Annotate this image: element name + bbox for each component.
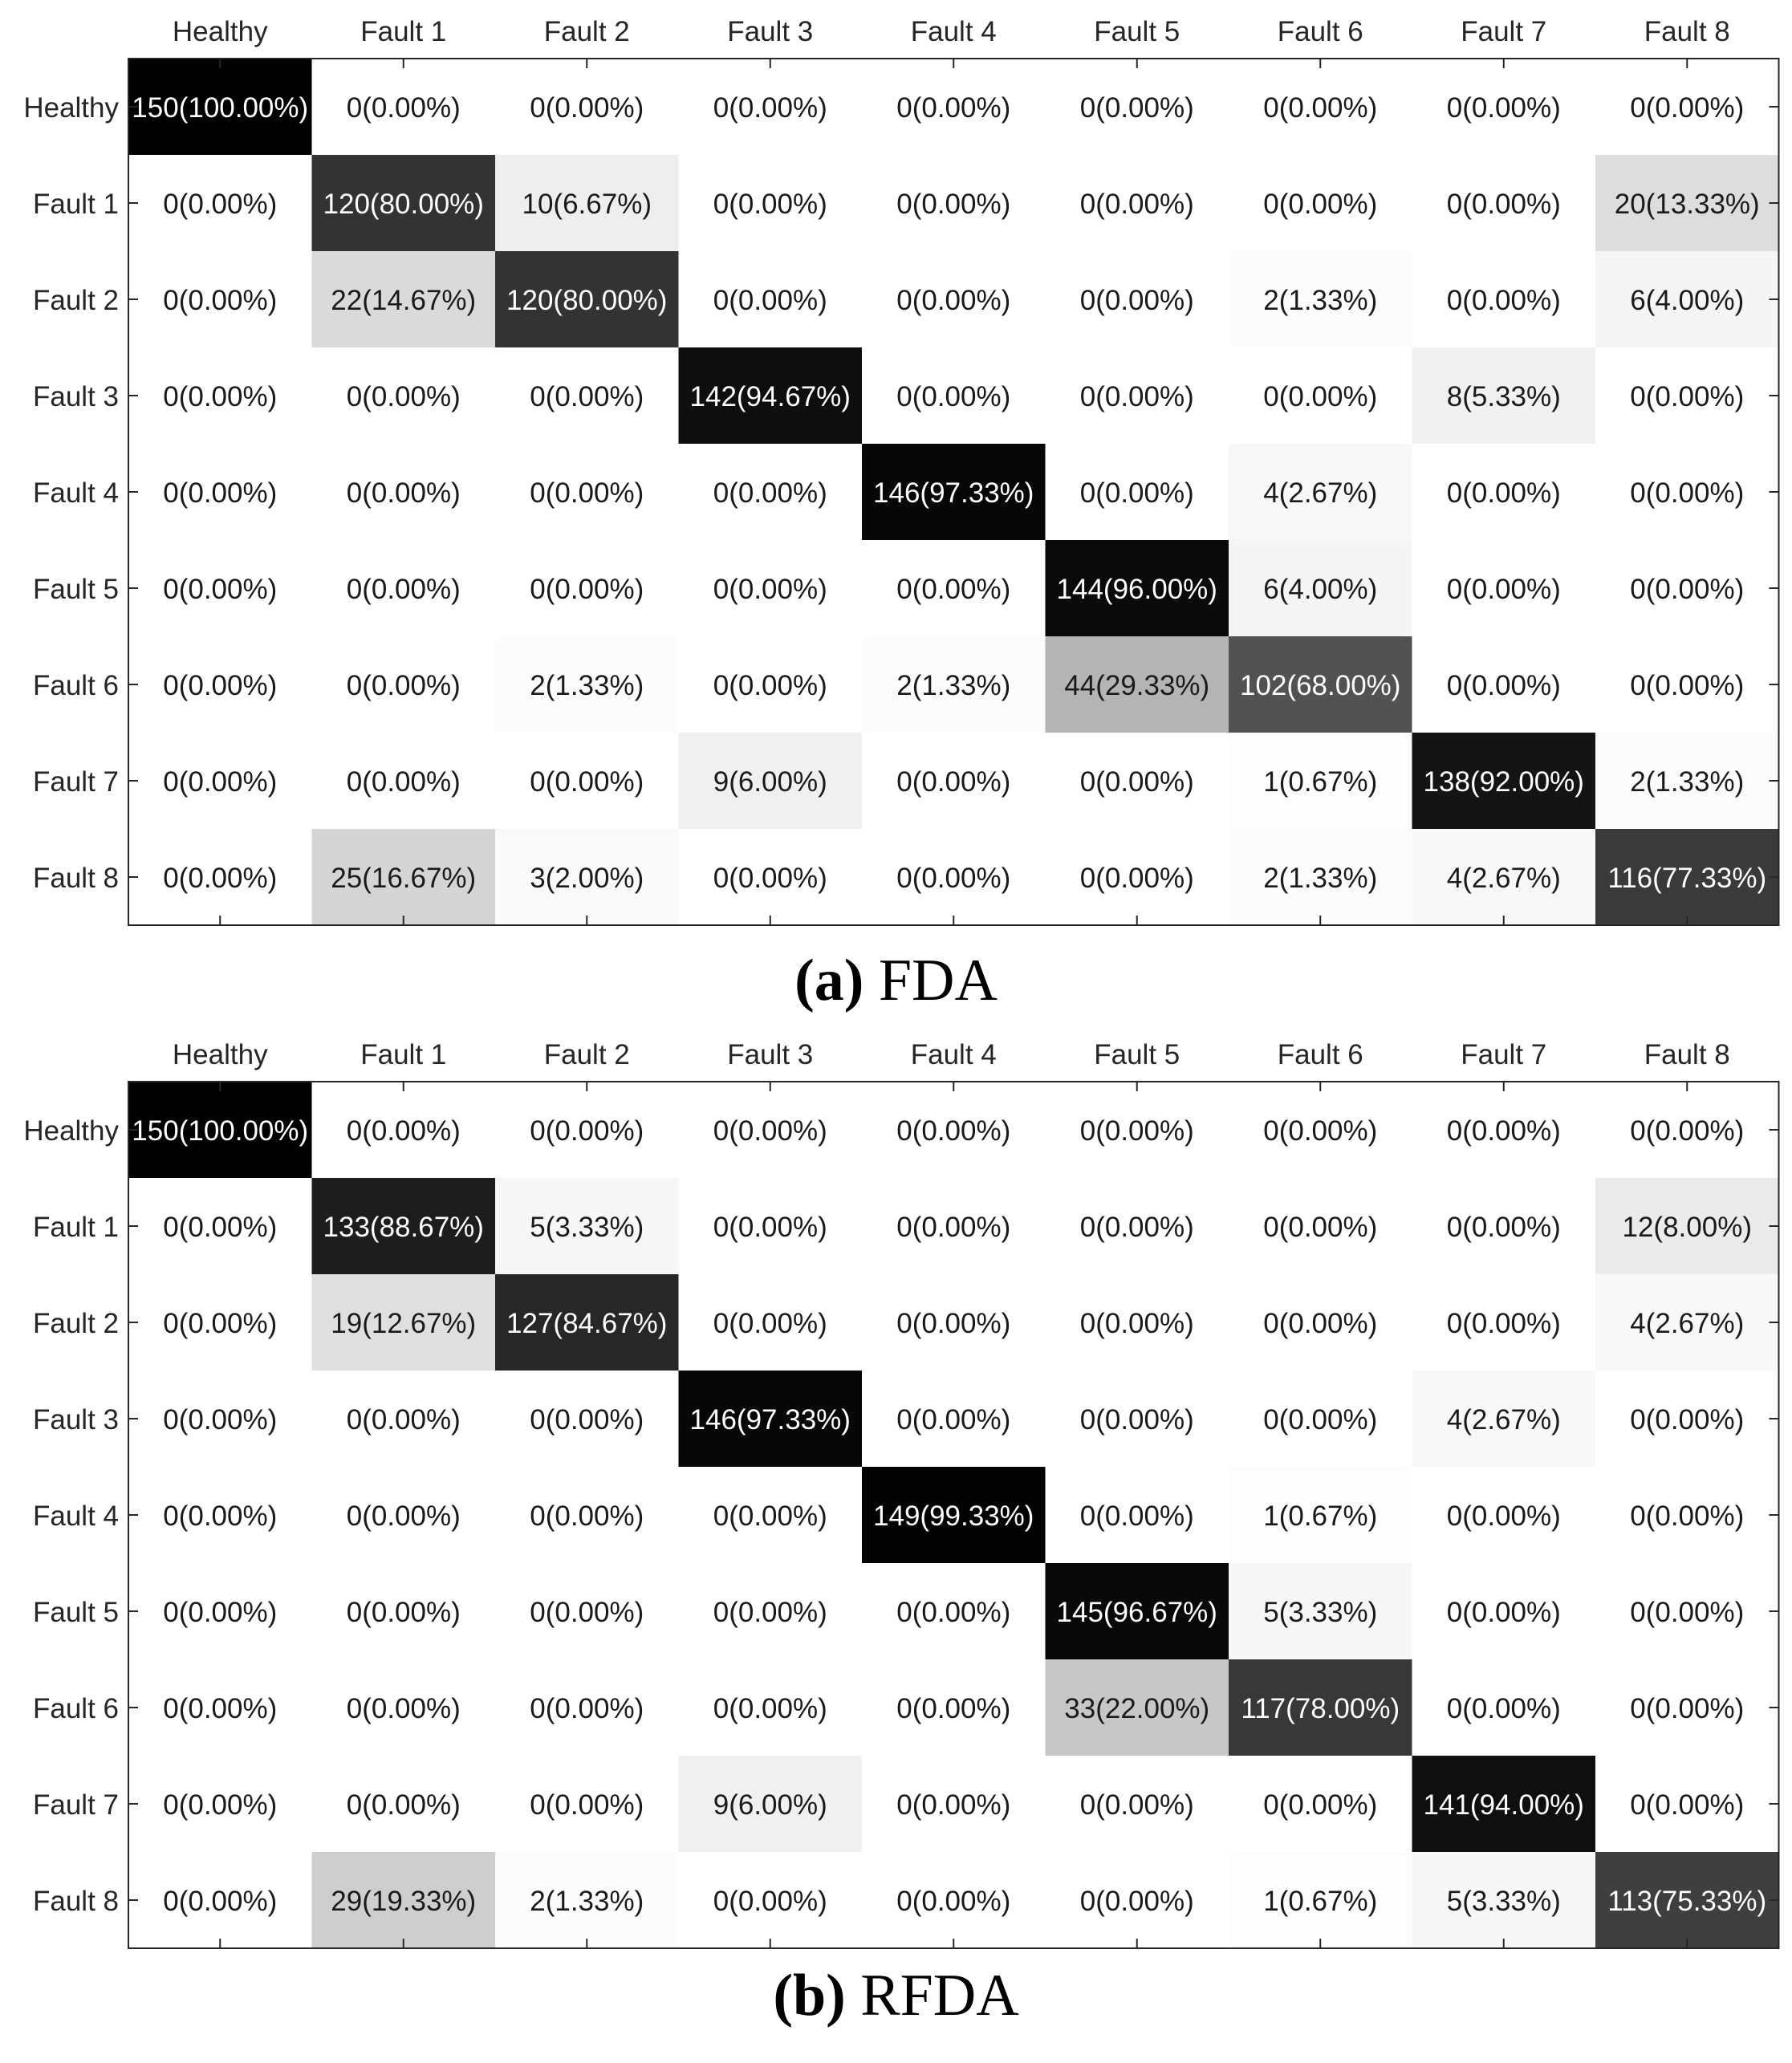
cell-label: 0(0.00%) [896, 285, 1011, 316]
cell-label: 0(0.00%) [896, 1693, 1011, 1724]
cell-label: 0(0.00%) [713, 863, 827, 894]
x-tick-label: Fault 1 [360, 16, 447, 47]
cell-label: 0(0.00%) [1630, 477, 1745, 509]
x-tick-label: Fault 5 [1094, 16, 1180, 47]
y-tick-label: Fault 2 [33, 285, 119, 316]
cell-label: 0(0.00%) [713, 1212, 827, 1243]
cell-label: 0(0.00%) [896, 1115, 1011, 1147]
cell-label: 0(0.00%) [530, 1693, 644, 1724]
cell-label: 0(0.00%) [163, 1693, 278, 1724]
cell-label: 0(0.00%) [1079, 863, 1194, 894]
cell-label: 0(0.00%) [163, 1212, 278, 1243]
cell-label: 0(0.00%) [1263, 92, 1378, 124]
x-tick-label: Fault 6 [1277, 1039, 1363, 1070]
y-tick-label: Fault 7 [33, 1789, 119, 1821]
cell-label: 0(0.00%) [1630, 1789, 1745, 1821]
y-tick-label: Fault 4 [33, 1501, 119, 1532]
cell-label: 0(0.00%) [896, 189, 1011, 220]
cell-label: 0(0.00%) [1446, 1115, 1561, 1147]
cell-label: 0(0.00%) [1079, 766, 1194, 798]
cell-label: 0(0.00%) [530, 92, 644, 124]
cell-label: 0(0.00%) [346, 1597, 461, 1628]
cell-label: 0(0.00%) [1446, 285, 1561, 316]
cell-label: 0(0.00%) [1630, 92, 1745, 124]
y-tick-label: Fault 3 [33, 1404, 119, 1436]
cell-label: 0(0.00%) [896, 863, 1011, 894]
cell-label: 0(0.00%) [530, 477, 644, 509]
cell-label: 0(0.00%) [1446, 1693, 1561, 1724]
cell-label: 0(0.00%) [1079, 381, 1194, 412]
cell-label: 0(0.00%) [1446, 477, 1561, 509]
cell-label: 12(8.00%) [1622, 1212, 1752, 1243]
cell-label: 150(100.00%) [132, 1115, 309, 1147]
cell-label: 117(78.00%) [1241, 1693, 1400, 1724]
cell-label: 0(0.00%) [1079, 285, 1194, 316]
x-tick-label: Healthy [172, 16, 268, 47]
cell-label: 0(0.00%) [713, 670, 827, 701]
cell-label: 0(0.00%) [1446, 1501, 1561, 1532]
cell-label: 0(0.00%) [1263, 189, 1378, 220]
cell-label: 113(75.33%) [1607, 1886, 1767, 1917]
x-tick-label: Fault 6 [1277, 16, 1363, 47]
cell-label: 0(0.00%) [896, 1789, 1011, 1821]
x-tick-label: Fault 7 [1461, 1039, 1547, 1070]
y-tick-label: Fault 8 [33, 863, 119, 894]
cell-label: 0(0.00%) [346, 92, 461, 124]
cell-label: 9(6.00%) [713, 766, 827, 798]
cell-label: 0(0.00%) [530, 1789, 644, 1821]
cell-label: 6(4.00%) [1630, 285, 1745, 316]
cell-label: 4(2.67%) [1263, 477, 1378, 509]
cell-label: 2(1.33%) [1630, 766, 1745, 798]
cell-label: 2(1.33%) [530, 1886, 644, 1917]
y-tick-label: Fault 7 [33, 766, 119, 798]
cell-label: 0(0.00%) [713, 1597, 827, 1628]
cell-label: 0(0.00%) [1446, 670, 1561, 701]
cell-label: 0(0.00%) [713, 1886, 827, 1917]
cell-label: 150(100.00%) [132, 92, 309, 124]
cell-label: 0(0.00%) [346, 1115, 461, 1147]
cell-label: 0(0.00%) [346, 1789, 461, 1821]
x-tick-label: Fault 4 [910, 1039, 997, 1070]
cell-label: 0(0.00%) [896, 92, 1011, 124]
cell-label: 0(0.00%) [346, 1404, 461, 1436]
caption-rfda [0, 1962, 1792, 2030]
confusion-matrix-panel-rfda [0, 1023, 1792, 2063]
x-tick-label: Fault 8 [1644, 16, 1730, 47]
y-tick-label: Fault 8 [33, 1886, 119, 1917]
cell-label: 0(0.00%) [1079, 1886, 1194, 1917]
cell-label: 0(0.00%) [346, 574, 461, 605]
cell-label: 0(0.00%) [163, 574, 278, 605]
cell-label: 0(0.00%) [163, 189, 278, 220]
cell-label: 0(0.00%) [163, 1308, 278, 1339]
cell-label: 102(68.00%) [1240, 670, 1401, 701]
cell-label: 0(0.00%) [1630, 1693, 1745, 1724]
y-tick-label: Fault 1 [33, 1212, 119, 1243]
y-tick-label: Fault 6 [33, 1693, 119, 1724]
y-tick-label: Healthy [23, 1115, 119, 1147]
x-tick-label: Healthy [172, 1039, 268, 1070]
cell-label: 0(0.00%) [163, 1789, 278, 1821]
cell-label: 141(94.00%) [1423, 1789, 1584, 1821]
cell-label: 6(4.00%) [1263, 574, 1378, 605]
cell-label: 149(99.33%) [873, 1501, 1034, 1532]
x-tick-label: Fault 3 [727, 16, 814, 47]
cell-label: 0(0.00%) [163, 1597, 278, 1628]
cell-label: 0(0.00%) [530, 574, 644, 605]
cell-label: 0(0.00%) [346, 1693, 461, 1724]
cell-label: 0(0.00%) [163, 1886, 278, 1917]
caption-label-a: (a) [794, 948, 864, 1013]
x-tick-label: Fault 8 [1644, 1039, 1730, 1070]
cell-label: 25(16.67%) [331, 863, 477, 894]
caption-text-b: RFDA [860, 1963, 1019, 2028]
caption-fda [0, 947, 1792, 1015]
cell-label: 0(0.00%) [713, 189, 827, 220]
x-tick-label: Fault 4 [910, 16, 997, 47]
cell-label: 0(0.00%) [163, 1404, 278, 1436]
cell-label: 9(6.00%) [713, 1789, 827, 1821]
cell-label: 0(0.00%) [346, 670, 461, 701]
cell-label: 0(0.00%) [1079, 1501, 1194, 1532]
cell-label: 0(0.00%) [1446, 92, 1561, 124]
y-tick-label: Fault 2 [33, 1308, 119, 1339]
cell-label: 0(0.00%) [1079, 1789, 1194, 1821]
caption-text-a: FDA [878, 948, 998, 1013]
cell-label: 0(0.00%) [346, 477, 461, 509]
cell-label: 0(0.00%) [1263, 381, 1378, 412]
cell-label: 0(0.00%) [1630, 1404, 1745, 1436]
cell-label: 0(0.00%) [1630, 1501, 1745, 1532]
cell-label: 0(0.00%) [1446, 1308, 1561, 1339]
cell-label: 0(0.00%) [713, 1308, 827, 1339]
cell-label: 10(6.67%) [522, 189, 652, 220]
cell-label: 144(96.00%) [1056, 574, 1217, 605]
cell-label: 0(0.00%) [346, 766, 461, 798]
x-tick-label: Fault 5 [1094, 1039, 1180, 1070]
confusion-matrix-fda [0, 0, 1792, 955]
cell-label: 0(0.00%) [346, 381, 461, 412]
cell-label: 0(0.00%) [530, 1115, 644, 1147]
cell-label: 138(92.00%) [1423, 766, 1584, 798]
cell-label: 0(0.00%) [530, 1404, 644, 1436]
cell-label: 5(3.33%) [1263, 1597, 1378, 1628]
cell-label: 2(1.33%) [1263, 863, 1378, 894]
cell-label: 4(2.67%) [1446, 1404, 1561, 1436]
cell-label: 0(0.00%) [1263, 1212, 1378, 1243]
cell-label: 0(0.00%) [346, 1501, 461, 1532]
cell-label: 0(0.00%) [1079, 1212, 1194, 1243]
cell-label: 2(1.33%) [530, 670, 644, 701]
cell-label: 0(0.00%) [1079, 1404, 1194, 1436]
cell-label: 0(0.00%) [1263, 1115, 1378, 1147]
cell-label: 0(0.00%) [713, 1115, 827, 1147]
cell-label: 0(0.00%) [163, 381, 278, 412]
cell-label: 0(0.00%) [713, 92, 827, 124]
cell-label: 0(0.00%) [1079, 477, 1194, 509]
cell-label: 127(84.67%) [506, 1308, 668, 1339]
cell-label: 4(2.67%) [1630, 1308, 1745, 1339]
cell-label: 0(0.00%) [896, 1212, 1011, 1243]
cell-label: 1(0.67%) [1263, 1886, 1378, 1917]
cell-label: 1(0.67%) [1263, 1501, 1378, 1532]
cell-label: 3(2.00%) [530, 863, 644, 894]
cell-label: 0(0.00%) [713, 477, 827, 509]
cell-label: 0(0.00%) [530, 766, 644, 798]
cell-label: 0(0.00%) [163, 766, 278, 798]
cell-label: 0(0.00%) [530, 1597, 644, 1628]
cell-label: 120(80.00%) [506, 285, 668, 316]
cell-label: 0(0.00%) [163, 1501, 278, 1532]
cell-label: 0(0.00%) [1630, 381, 1745, 412]
cell-label: 5(3.33%) [1446, 1886, 1561, 1917]
cell-label: 0(0.00%) [1446, 1212, 1561, 1243]
cell-label: 0(0.00%) [1079, 1308, 1194, 1339]
cell-label: 145(96.67%) [1056, 1597, 1217, 1628]
cell-label: 0(0.00%) [163, 670, 278, 701]
cell-label: 0(0.00%) [1630, 1115, 1745, 1147]
cell-label: 0(0.00%) [1630, 574, 1745, 605]
cell-label: 0(0.00%) [896, 1597, 1011, 1628]
cell-label: 0(0.00%) [1630, 670, 1745, 701]
cell-label: 133(88.67%) [323, 1212, 484, 1243]
x-tick-label: Fault 3 [727, 1039, 814, 1070]
cell-label: 0(0.00%) [1079, 92, 1194, 124]
y-tick-label: Fault 3 [33, 381, 119, 412]
cell-label: 0(0.00%) [896, 574, 1011, 605]
x-tick-label: Fault 2 [543, 1039, 630, 1070]
cell-label: 1(0.67%) [1263, 766, 1378, 798]
cell-label: 20(13.33%) [1614, 189, 1760, 220]
cell-label: 0(0.00%) [1263, 1789, 1378, 1821]
cell-label: 0(0.00%) [1263, 1308, 1378, 1339]
cell-label: 142(94.67%) [689, 381, 851, 412]
cell-label: 0(0.00%) [713, 1501, 827, 1532]
x-tick-label: Fault 2 [543, 16, 630, 47]
cell-label: 120(80.00%) [323, 189, 484, 220]
y-tick-label: Fault 4 [33, 477, 119, 509]
cell-label: 2(1.33%) [1263, 285, 1378, 316]
cell-label: 146(97.33%) [873, 477, 1034, 509]
cell-label: 0(0.00%) [530, 1501, 644, 1532]
confusion-matrix-rfda [0, 1023, 1792, 1970]
y-tick-label: Fault 5 [33, 1597, 119, 1628]
cell-label: 0(0.00%) [896, 766, 1011, 798]
cell-label: 0(0.00%) [163, 285, 278, 316]
cell-label: 8(5.33%) [1446, 381, 1561, 412]
y-tick-label: Fault 6 [33, 670, 119, 701]
y-tick-label: Healthy [23, 92, 119, 124]
cell-label: 4(2.67%) [1446, 863, 1561, 894]
cell-label: 0(0.00%) [1446, 1597, 1561, 1628]
x-tick-label: Fault 1 [360, 1039, 447, 1070]
cell-label: 0(0.00%) [896, 1404, 1011, 1436]
cell-label: 19(12.67%) [331, 1308, 477, 1339]
cell-label: 0(0.00%) [713, 574, 827, 605]
cell-label: 0(0.00%) [163, 477, 278, 509]
cell-label: 44(29.33%) [1064, 670, 1210, 701]
cell-label: 0(0.00%) [713, 285, 827, 316]
cell-label: 0(0.00%) [163, 863, 278, 894]
cell-label: 0(0.00%) [713, 1693, 827, 1724]
caption-label-b: (b) [773, 1963, 846, 2028]
cell-label: 22(14.67%) [331, 285, 477, 316]
cell-label: 0(0.00%) [1630, 1597, 1745, 1628]
cell-label: 0(0.00%) [896, 1308, 1011, 1339]
y-tick-label: Fault 5 [33, 574, 119, 605]
cell-label: 0(0.00%) [530, 381, 644, 412]
cell-label: 0(0.00%) [1079, 1115, 1194, 1147]
x-tick-label: Fault 7 [1461, 16, 1547, 47]
cell-label: 2(1.33%) [896, 670, 1011, 701]
cell-label: 0(0.00%) [1446, 189, 1561, 220]
cell-label: 0(0.00%) [896, 1886, 1011, 1917]
confusion-matrix-panel-fda [0, 0, 1792, 1027]
cell-label: 146(97.33%) [689, 1404, 851, 1436]
y-tick-label: Fault 1 [33, 189, 119, 220]
cell-label: 116(77.33%) [1607, 863, 1767, 894]
cell-label: 29(19.33%) [331, 1886, 477, 1917]
cell-label: 0(0.00%) [1079, 189, 1194, 220]
cell-label: 5(3.33%) [530, 1212, 644, 1243]
cell-label: 0(0.00%) [1263, 1404, 1378, 1436]
cell-label: 33(22.00%) [1064, 1693, 1210, 1724]
cell-label: 0(0.00%) [896, 381, 1011, 412]
cell-label: 0(0.00%) [1446, 574, 1561, 605]
